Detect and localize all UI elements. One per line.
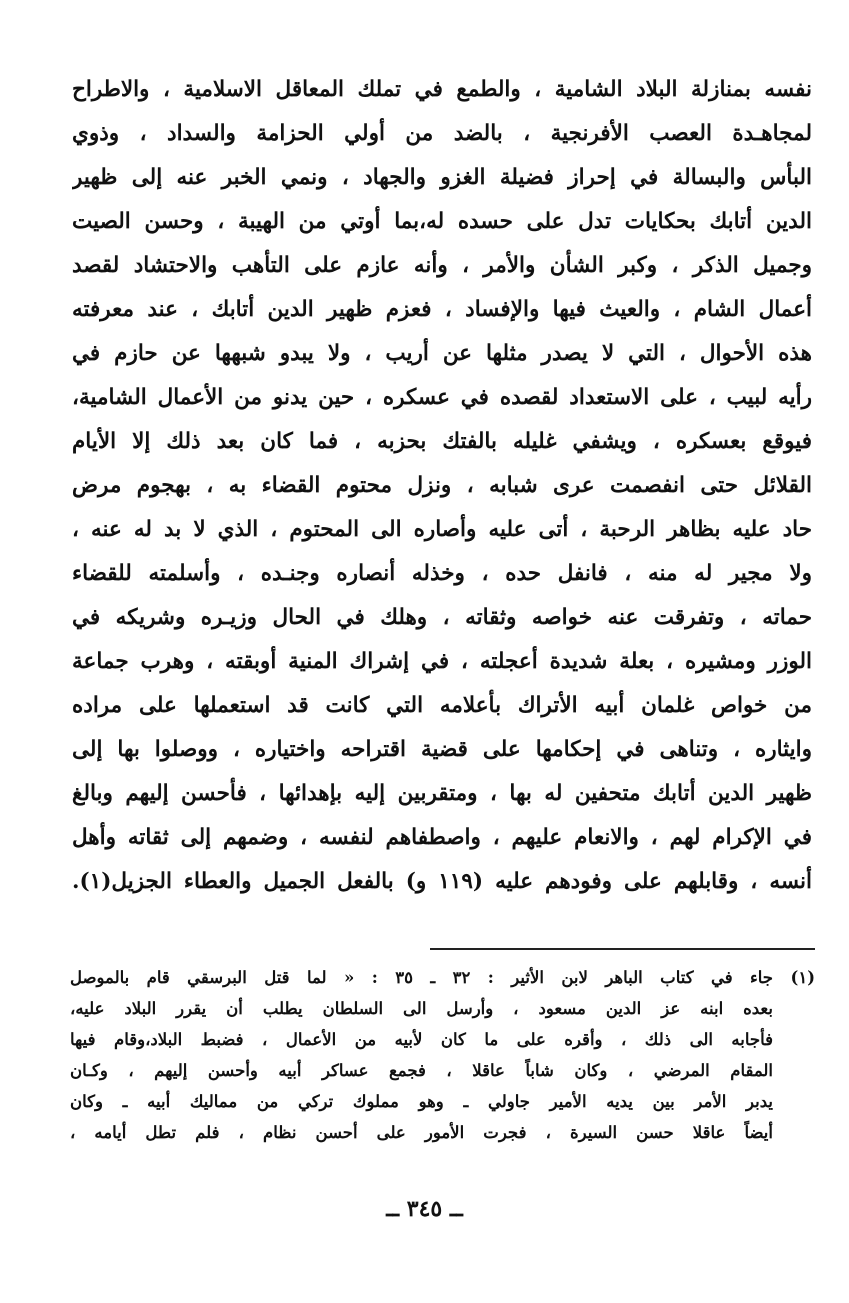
footnote-line: فأجابه الى ذلك ، وأقره على ما كان لأبيه من الأعمال ، فضبط البلاد،وقام فيها: [70, 1030, 773, 1049]
text-line: فيوقع بعسكره ، ويشفي غليله بالفتك بحزبه ، فما كان بعد ذلك إلا الأيام: [72, 429, 812, 454]
text-line: ظهير الدين أتابك متحفين له بها ، ومتقربين إليه بإهدائها ، فأحسن إليهم وبالغ: [72, 781, 812, 806]
text-line: ولا مجير له منه ، فانفل حده ، وخذله أنصاره وجنـده ، وأسلمته للقضاء: [72, 561, 812, 586]
footnote-block: [70, 962, 815, 1148]
footnote-line: جاء في كتاب الباهر لابن الأثير : ٣٢ ـ ٣٥ : « لما قتل البرسقي قام بالموصل: [70, 968, 774, 987]
footnote-line: يدبر الأمر بين يديه الأمير جاولي ـ وهو مملوك تركي من مماليك أبيه ـ وكان: [70, 1092, 773, 1111]
text-line: وايثاره ، وتناهى في إحكامها على قضية اقتراحه واختياره ، ووصلوا بها إلى: [72, 737, 812, 762]
text-line: نفسه بمنازلة البلاد الشامية ، والطمع في تملك المعاقل الاسلامية ، والاطراح: [72, 77, 812, 102]
footnote-line: أيضاً عاقلا حسن السيرة ، فجرت الأمور على أحسن نظام ، فلم تطل أيامه ،: [70, 1123, 773, 1142]
footnote-first-line: [70, 962, 815, 993]
text-line: حماته ، وتفرقت عنه خواصه وثقاته ، وهلك في الحال وزيـره وشريكه في: [72, 605, 812, 630]
footnote-divider: [430, 948, 815, 950]
text-line: من خواص غلمان أبيه الأتراك بأعلامه التي كانت قد استعملها على مراده: [72, 693, 812, 718]
text-line: أنسه ، وقابلهم على وفودهم عليه (١١٩ و) بالفعل الجميل والعطاء الجزيل(١).: [72, 869, 812, 894]
page-number: ــ ٣٤٥ ــ: [386, 1196, 463, 1222]
text-line: حاد عليه بظاهر الرحبة ، أتى عليه وأصاره الى المحتوم ، الذي لا بد له عنه ،: [72, 517, 812, 542]
text-line: الدين أتابك بحكايات تدل على حسده له،بما أوتي من الهيبة ، وحسن الصيت: [72, 209, 812, 234]
main-text-block: [72, 68, 812, 904]
text-line: وجميل الذكر ، وكبر الشأن والأمر ، وأنه عازم على التأهب والاحتشاد لقصد: [72, 253, 812, 278]
text-line: الوزر ومشيره ، بعلة شديدة أعجلته ، في إشراك المنية أوبقته ، وهرب جماعة: [72, 649, 812, 674]
text-line: رأيه لبيب ، على الاستعداد لقصده في عسكره ، حين يدنو من الأعمال الشامية،: [72, 385, 812, 410]
footnote-line: المقام المرضي ، وكان شاباً عاقلا ، فجمع عساكر أبيه وأحسن إليهم ، وكـان: [70, 1061, 773, 1080]
text-line: القلائل حتى انفصمت عرى شبابه ، ونزل محتوم القضاء به ، بهجوم مرض: [72, 473, 812, 498]
text-line: أعمال الشام ، والعيث فيها والإفساد ، فعزم ظهير الدين أتابك ، عند معرفته: [72, 297, 812, 322]
footnote-marker: (١): [790, 968, 815, 987]
text-line: البأس والبسالة في إحراز فضيلة الغزو والجهاد ، ونمي الخبر عنه إلى ظهير: [72, 165, 812, 190]
text-line: هذه الأحوال ، التي لا يصدر مثلها عن أريب ، ولا يبدو شبهها عن حازم في: [72, 341, 812, 366]
footnote-line: بعده ابنه عز الدين مسعود ، وأرسل الى السلطان يطلب أن يقرر البلاد عليه،: [70, 999, 773, 1018]
text-line: في الإكرام لهم ، والانعام عليهم ، واصطفاهم لنفسه ، وضمهم إلى ثقاته وأهل: [72, 825, 812, 850]
text-line: لمجاهـدة العصب الأفرنجية ، بالضد من أولي الحزامة والسداد ، وذوي: [72, 121, 812, 146]
